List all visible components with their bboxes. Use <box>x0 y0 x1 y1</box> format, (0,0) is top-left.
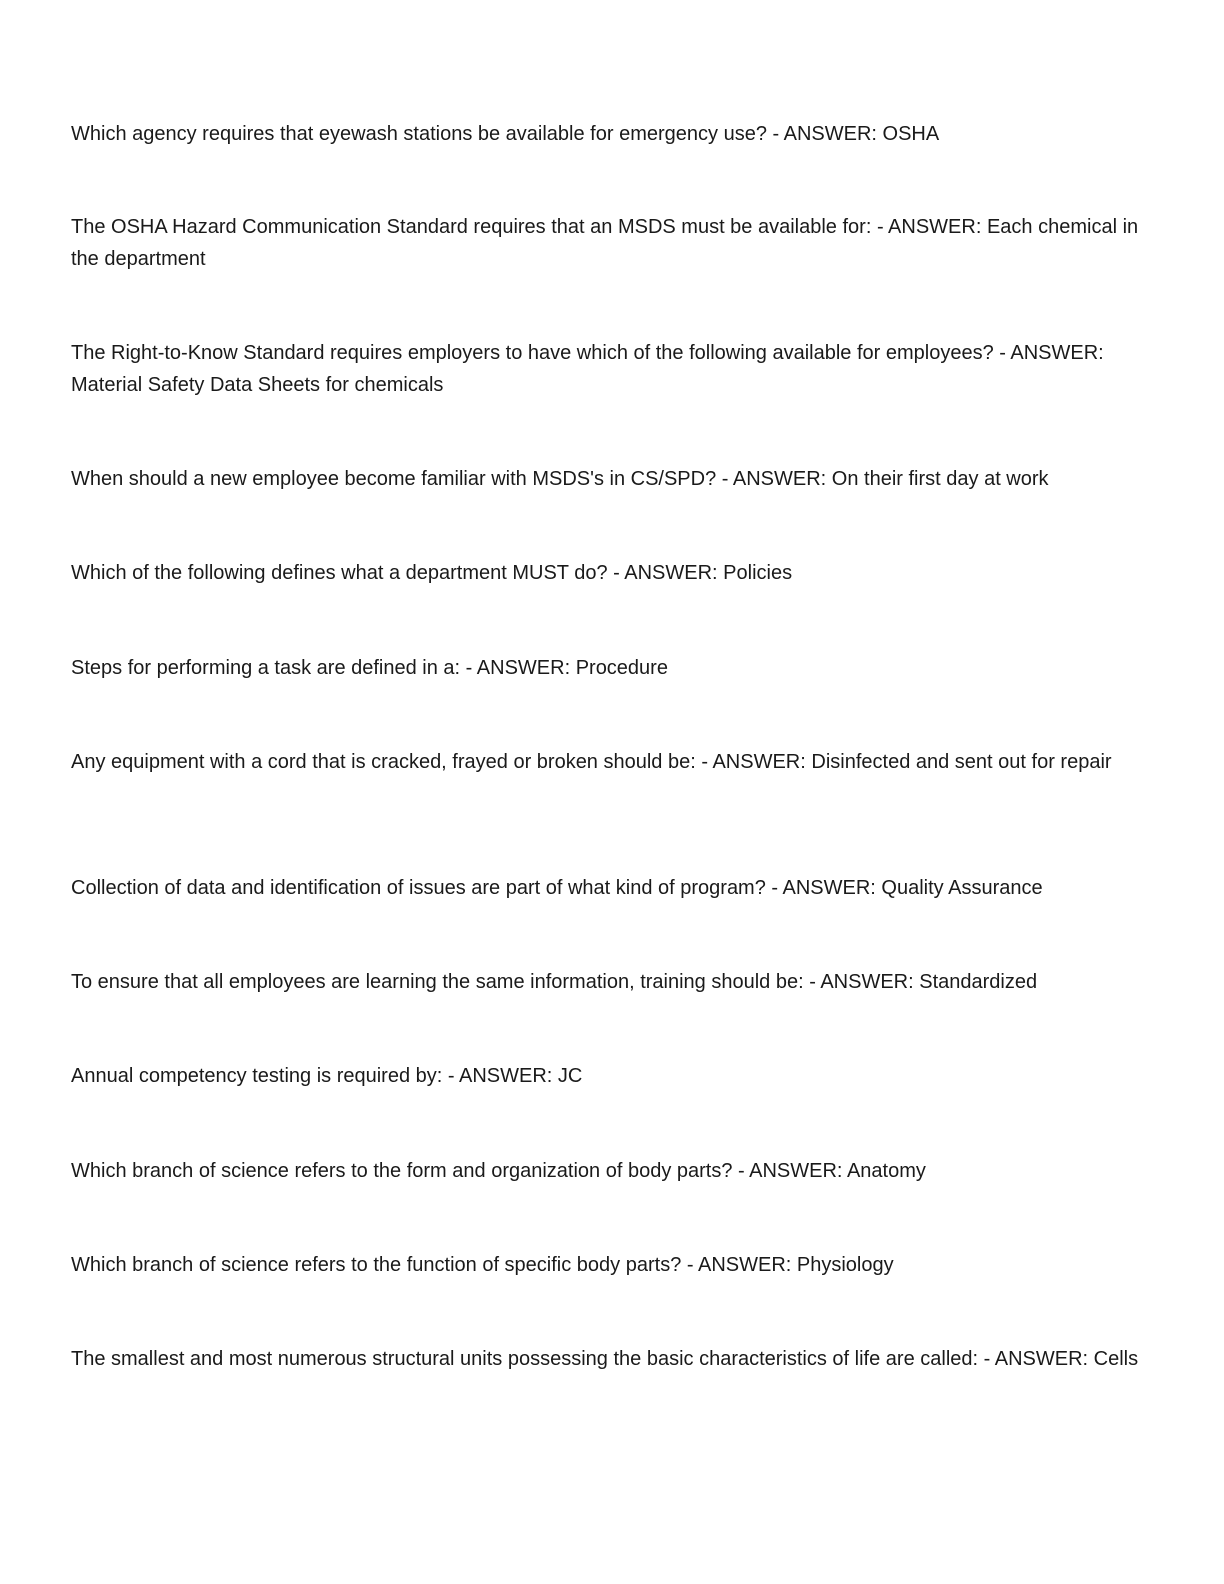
question-text: Any equipment with a cord that is cracked, frayed or broken should be: <box>71 751 696 773</box>
answer-separator: - ANSWER: <box>803 971 920 993</box>
question-text: Which agency requires that eyewash stations be available for emergency use? <box>71 123 767 145</box>
answer-text: Physiology <box>796 1254 894 1276</box>
answer-separator: - ANSWER: <box>978 1348 1094 1370</box>
answer-separator: - ANSWER: <box>716 468 832 490</box>
qa-item <box>71 966 1146 998</box>
qa-item <box>71 118 1146 150</box>
answer-text: Each chemical in the department <box>71 216 1139 270</box>
qa-item <box>71 211 1146 275</box>
answer-text: On their first day at work <box>831 468 1049 490</box>
qa-item <box>71 652 1146 684</box>
answer-text: Standardized <box>919 971 1038 993</box>
answer-separator: - ANSWER: <box>993 342 1104 364</box>
answer-separator: - ANSWER: <box>681 1254 797 1276</box>
answer-text: Anatomy <box>846 1160 926 1182</box>
answer-separator: - ANSWER: <box>460 657 576 679</box>
qa-item <box>71 746 1146 778</box>
qa-item <box>71 557 1146 589</box>
question-text: When should a new employee become familiar with MSDS's in CS/SPD? <box>71 468 717 490</box>
question-text: Which branch of science refers to the function of specific body parts? <box>71 1254 682 1276</box>
qa-item <box>71 1249 1146 1281</box>
answer-text: Cells <box>1093 1348 1139 1370</box>
question-text: The Right-to-Know Standard requires employers to have which of the following available for employees? <box>71 342 994 364</box>
answer-separator: - ANSWER: <box>695 751 812 773</box>
question-text: Which of the following defines what a department MUST do? <box>71 562 608 584</box>
answer-text: OSHA <box>882 123 940 145</box>
answer-text: Policies <box>723 562 793 584</box>
question-text: To ensure that all employees are learning the same information, training should be: <box>71 971 804 993</box>
answer-separator: - ANSWER: <box>765 877 882 899</box>
qa-item <box>71 337 1146 401</box>
answer-separator: - ANSWER: <box>732 1160 847 1182</box>
qa-item <box>71 463 1146 495</box>
answer-separator: - ANSWER: <box>766 123 883 145</box>
qa-item <box>71 1060 1146 1092</box>
qa-item <box>71 1155 1146 1187</box>
question-text: The smallest and most numerous structural units possessing the basic characteristics of life are called: <box>71 1348 979 1370</box>
answer-text: Quality Assurance <box>881 877 1043 899</box>
answer-separator: - ANSWER: <box>442 1065 558 1087</box>
answer-text: JC <box>557 1065 583 1087</box>
qa-item <box>71 872 1146 904</box>
answer-separator: - ANSWER: <box>871 216 987 238</box>
answer-separator: - ANSWER: <box>607 562 724 584</box>
question-text: Steps for performing a task are defined in a: <box>71 657 461 679</box>
question-text: Annual competency testing is required by: <box>71 1065 443 1087</box>
answer-text: Material Safety Data Sheets for chemicals <box>71 374 444 396</box>
question-text: Collection of data and identification of issues are part of what kind of program? <box>71 877 766 899</box>
question-text: Which branch of science refers to the form and organization of body parts? <box>71 1160 733 1182</box>
question-text: The OSHA Hazard Communication Standard requires that an MSDS must be available for: <box>71 216 872 238</box>
qa-item <box>71 1343 1146 1375</box>
answer-text: Procedure <box>575 657 668 679</box>
answer-text: Disinfected and sent out for repair <box>811 751 1112 773</box>
